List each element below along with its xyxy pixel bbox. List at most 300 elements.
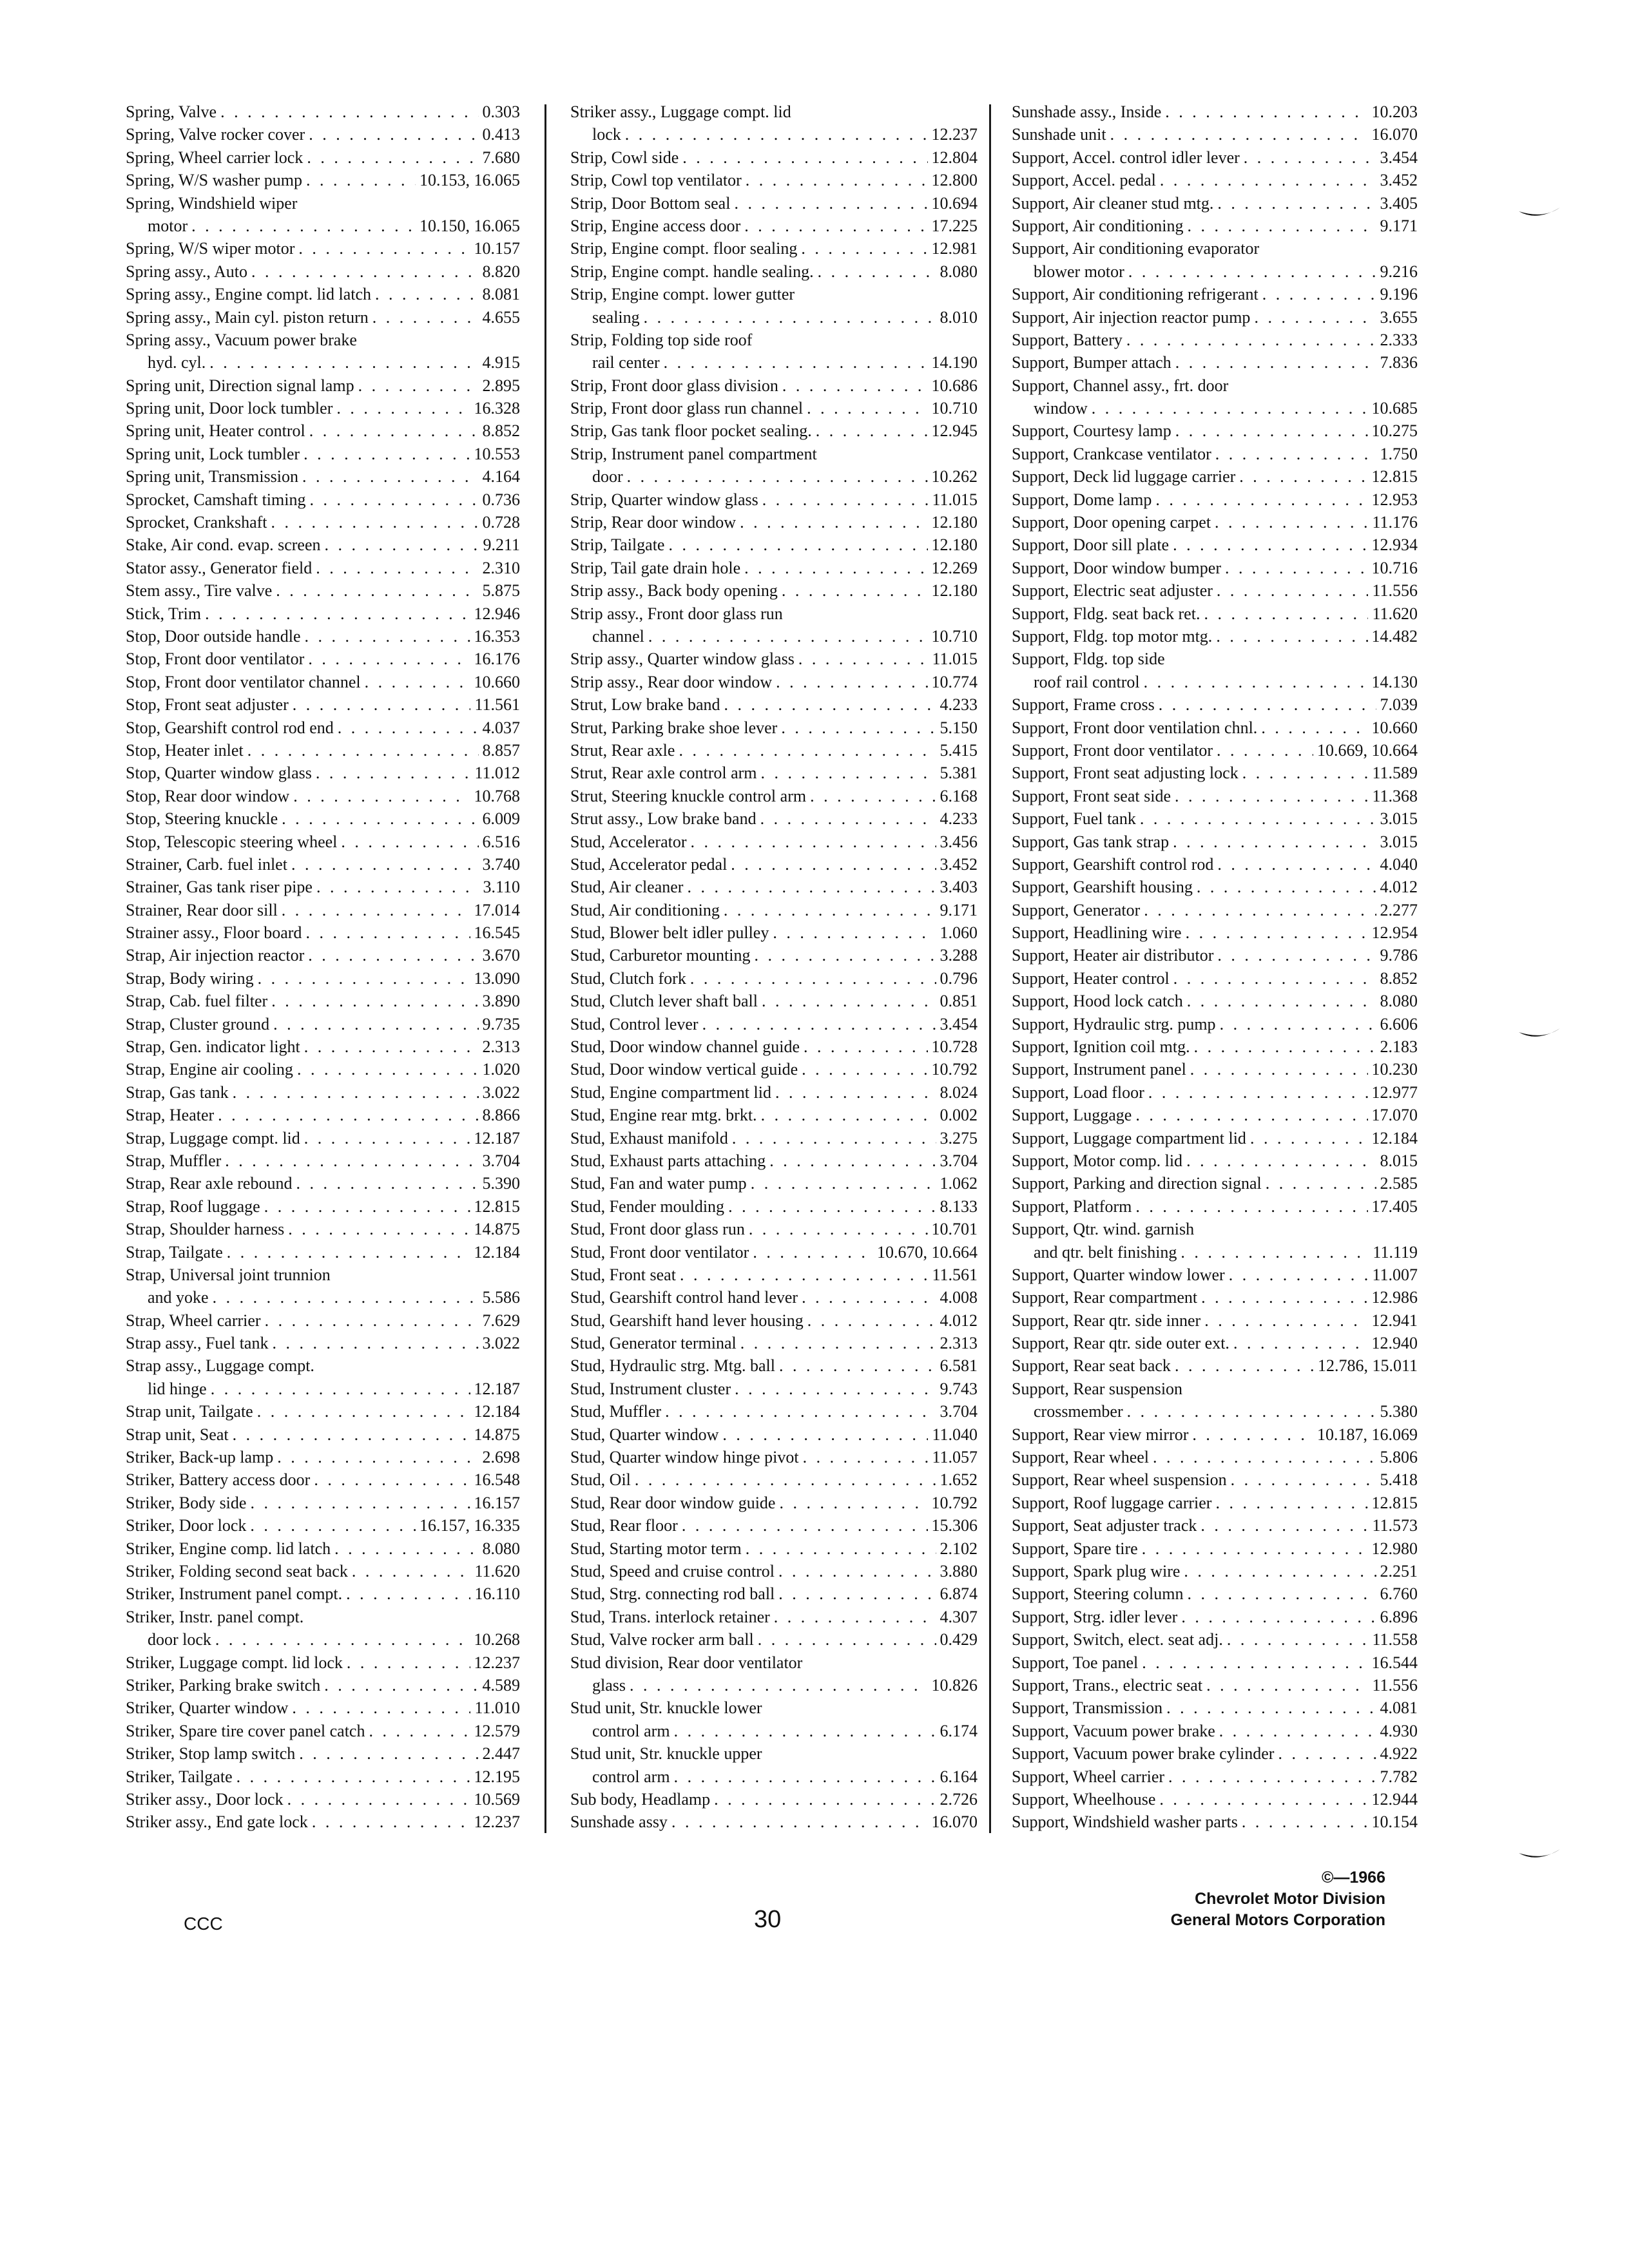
entry-name: Stud, Strg. connecting rod ball	[570, 1584, 775, 1604]
entry-name: Support, Headlining wire	[1012, 923, 1182, 943]
entry-name: control arm	[592, 1767, 670, 1786]
entry-name: Stud, Rear door window guide	[570, 1493, 776, 1512]
entry-page-ref: 5.875	[482, 581, 520, 601]
index-entry	[126, 921, 520, 944]
dot-leader	[1184, 1560, 1376, 1582]
dot-leader	[1261, 716, 1367, 739]
entry-page-ref: 5.390	[482, 1174, 520, 1193]
entry-page-ref: 11.556	[1372, 581, 1418, 601]
entry-page-ref: 2.447	[482, 1744, 520, 1763]
index-entry	[570, 876, 978, 898]
dot-leader	[714, 1788, 936, 1811]
entry-page-ref: 12.579	[474, 1721, 520, 1740]
entry-name: Support, Platform	[1012, 1196, 1132, 1216]
dot-leader	[365, 671, 470, 693]
entry-page-ref: 12.180	[931, 513, 978, 532]
entry-name: Stud, Clutch fork	[570, 968, 686, 988]
dot-leader	[1153, 1446, 1376, 1468]
entry-name: Striker, Engine comp. lid latch	[126, 1539, 331, 1558]
entry-page-ref: 10.203	[1371, 102, 1418, 121]
index-entry-heading: Support, Rear suspension	[1012, 1379, 1183, 1398]
index-entry	[126, 488, 520, 511]
entry-name: Support, Rear qtr. side outer ext.	[1012, 1334, 1229, 1353]
entry-name: Stop, Front door ventilator channel	[126, 672, 361, 691]
dot-leader	[779, 1492, 927, 1514]
entry-name: Spring unit, Door lock tumbler	[126, 399, 333, 418]
entry-page-ref: 16.070	[1371, 125, 1418, 144]
entry-name: Stud, Oil	[570, 1470, 631, 1490]
index-entry	[570, 1811, 978, 1833]
entry-page-ref: 10.670, 10.664	[877, 1242, 978, 1262]
dot-leader	[1140, 807, 1376, 830]
entry-name: Striker, Tailgate	[126, 1767, 233, 1786]
dot-leader	[1175, 1354, 1314, 1377]
index-entry	[126, 671, 520, 693]
index-entry	[1012, 1720, 1418, 1742]
entry-page-ref: 12.180	[931, 581, 978, 601]
entry-name: Strap, Air injection reactor	[126, 946, 305, 965]
dot-leader	[769, 1149, 936, 1172]
index-entry	[1012, 533, 1418, 556]
dot-leader	[298, 237, 470, 260]
index-entry	[126, 1468, 520, 1491]
entry-page-ref: 2.698	[482, 1448, 520, 1467]
entry-page-ref: 3.288	[940, 946, 978, 965]
entry-name: channel	[592, 626, 644, 646]
entry-name: Support, Accel. control idler lever	[1012, 148, 1240, 167]
entry-name: Support, Electric seat adjuster	[1012, 581, 1213, 601]
entry-name: Support, Rear qtr. side inner	[1012, 1311, 1201, 1330]
dot-leader	[305, 625, 470, 648]
copyright-corporation: General Motors Corporation	[1170, 1911, 1385, 1929]
dot-leader	[778, 1560, 936, 1582]
entry-name: Support, Gas tank strap	[1012, 832, 1170, 851]
entry-page-ref: 11.015	[932, 649, 978, 669]
entry-name: Stud, Door window channel guide	[570, 1037, 800, 1057]
entry-page-ref: 5.418	[1380, 1470, 1418, 1490]
dot-leader	[682, 146, 927, 169]
dot-leader	[648, 625, 928, 648]
dot-leader	[1239, 465, 1367, 488]
index-entry	[1012, 1332, 1418, 1354]
dot-leader	[1181, 1606, 1376, 1628]
index-entry	[126, 1309, 520, 1332]
page-number: 30	[754, 1906, 782, 1933]
index-entry	[1012, 260, 1418, 283]
entry-name: Support, Air injection reactor pump	[1012, 307, 1251, 327]
dot-leader	[1204, 602, 1368, 625]
entry-page-ref: 5.415	[940, 740, 978, 760]
dot-leader	[304, 1127, 470, 1149]
dot-leader	[1159, 1788, 1367, 1811]
entry-page-ref: 3.456	[940, 832, 978, 851]
index-entry	[1012, 1582, 1418, 1605]
index-entry	[570, 1537, 978, 1560]
entry-page-ref: 11.561	[932, 1265, 978, 1284]
entry-name: Stud, Accelerator	[570, 832, 687, 851]
entry-page-ref: 10.710	[931, 399, 978, 418]
entry-page-ref: 9.216	[1380, 262, 1418, 281]
index-entry-heading: Support, Air conditioning evaporator	[1012, 239, 1260, 258]
entry-name: Support, Wheelhouse	[1012, 1789, 1156, 1809]
entry-name: Support, Rear seat back	[1012, 1356, 1171, 1376]
entry-name: Strip, Engine access door	[570, 216, 741, 235]
entry-page-ref: 3.670	[482, 946, 520, 965]
entry-page-ref: 10.553	[474, 444, 520, 463]
entry-name: Striker, Body side	[126, 1493, 247, 1512]
entry-page-ref: 12.800	[931, 171, 978, 190]
entry-page-ref: 11.573	[1372, 1516, 1418, 1535]
index-entry	[126, 306, 520, 329]
index-entry	[126, 602, 520, 625]
entry-page-ref: 0.796	[940, 968, 978, 988]
entry-name: Support, Roof luggage carrier	[1012, 1493, 1212, 1512]
dot-leader	[1215, 443, 1376, 465]
entry-name: Strut, Rear axle control arm	[570, 764, 757, 783]
entry-page-ref: 10.826	[931, 1675, 978, 1695]
entry-name: sealing	[592, 307, 640, 327]
index-entry-heading: Stud unit, Str. knuckle upper	[570, 1744, 762, 1763]
entry-name: Support, Frame cross	[1012, 695, 1155, 715]
entry-name: Support, Front door ventilation chnl.	[1012, 718, 1258, 737]
dot-leader	[1186, 1149, 1376, 1172]
index-entry	[1012, 1628, 1418, 1651]
dot-leader	[1254, 306, 1376, 329]
entry-name: Strainer assy., Floor board	[126, 923, 302, 943]
dot-leader	[773, 921, 936, 944]
index-entry-heading: Strip, Folding top side roof	[570, 330, 753, 349]
index-entry	[1012, 1309, 1418, 1332]
index-entry	[126, 1149, 520, 1172]
index-entry	[126, 465, 520, 488]
index-entry	[570, 260, 978, 283]
entry-name: Striker, Stop lamp switch	[126, 1744, 296, 1763]
entry-page-ref: 16.545	[474, 923, 520, 943]
entry-page-ref: 6.516	[482, 832, 520, 851]
entry-name: Support, Front seat adjusting lock	[1012, 764, 1239, 783]
index-entry	[126, 1674, 520, 1696]
entry-name: Strap, Roof luggage	[126, 1196, 260, 1216]
dot-leader	[1175, 351, 1376, 374]
entry-name: blower motor	[1034, 262, 1124, 281]
dot-leader	[292, 1696, 470, 1719]
dot-leader	[1217, 579, 1369, 602]
index-entry	[570, 785, 978, 807]
dot-leader	[746, 1537, 936, 1560]
entry-page-ref: 9.735	[482, 1014, 520, 1033]
entry-page-ref: 12.237	[931, 125, 978, 144]
index-entry	[570, 237, 978, 260]
index-entry	[1012, 1651, 1418, 1674]
entry-name: Strut, Steering knuckle control arm	[570, 786, 807, 805]
entry-name: Stem assy., Tire valve	[126, 581, 273, 601]
dot-leader	[760, 807, 936, 830]
dot-leader	[209, 351, 478, 374]
entry-name: Strip assy., Quarter window glass	[570, 649, 795, 669]
entry-name: Strip, Tailgate	[570, 535, 665, 555]
dot-leader	[233, 1081, 479, 1104]
entry-name: Spring unit, Lock tumbler	[126, 444, 300, 463]
dot-leader	[635, 1468, 936, 1491]
entry-page-ref: 6.874	[940, 1584, 978, 1604]
dot-leader	[282, 807, 478, 830]
index-entry	[126, 1035, 520, 1058]
index-entry	[570, 1081, 978, 1104]
index-entry-heading: Support, Qtr. wind. garnish	[1012, 1220, 1195, 1239]
dot-leader	[264, 1195, 470, 1218]
entry-page-ref: 8.080	[482, 1539, 520, 1558]
entry-page-ref: 3.454	[1380, 148, 1418, 167]
dot-leader	[1142, 1651, 1367, 1674]
entry-page-ref: 14.875	[474, 1220, 520, 1239]
entry-page-ref: 3.880	[940, 1562, 978, 1581]
entry-page-ref: 15.306	[931, 1516, 978, 1535]
entry-page-ref: 10.768	[474, 786, 520, 805]
entry-name: Stud, Front door glass run	[570, 1220, 745, 1239]
entry-page-ref: 10.669, 10.664	[1317, 740, 1418, 760]
dot-leader	[679, 739, 936, 762]
entry-page-ref: 13.090	[474, 968, 520, 988]
entry-name: Strap, Luggage compt. lid	[126, 1128, 300, 1148]
index-entry	[570, 831, 978, 853]
dot-leader	[753, 1241, 873, 1264]
entry-name: Support, Windshield washer parts	[1012, 1812, 1238, 1832]
dot-leader	[211, 1378, 470, 1400]
entry-page-ref: 4.922	[1380, 1744, 1418, 1763]
entry-name: Strip, Cowl top ventilator	[570, 171, 742, 190]
dot-leader	[1128, 260, 1376, 283]
entry-page-ref: 2.313	[940, 1334, 978, 1353]
dot-leader	[309, 488, 478, 511]
entry-page-ref: 1.750	[1380, 444, 1418, 463]
entry-page-ref: 3.015	[1380, 809, 1418, 829]
index-entry	[1012, 1492, 1418, 1514]
index-entry	[1012, 1537, 1418, 1560]
entry-name: Stud, Control lever	[570, 1014, 699, 1033]
entry-page-ref: 16.548	[474, 1470, 520, 1490]
index-entry	[570, 511, 978, 533]
dot-leader	[372, 306, 479, 329]
entry-page-ref: 12.237	[474, 1653, 520, 1672]
index-entry	[570, 1423, 978, 1446]
dot-leader	[1192, 1423, 1313, 1446]
entry-page-ref: 4.037	[482, 718, 520, 737]
entry-name: Strap, Tailgate	[126, 1242, 223, 1262]
entry-name: Support, Crankcase ventilator	[1012, 444, 1211, 463]
entry-name: Strip, Engine compt. handle sealing.	[570, 262, 814, 281]
entry-page-ref: 6.164	[940, 1767, 978, 1786]
entry-page-ref: 14.875	[474, 1425, 520, 1444]
index-entry	[126, 237, 520, 260]
entry-page-ref: 10.660	[474, 672, 520, 691]
entry-name: Striker, Spare tire cover panel catch	[126, 1721, 365, 1740]
index-entry	[570, 807, 978, 830]
dot-leader	[804, 1035, 927, 1058]
entry-name: roof rail control	[1034, 672, 1140, 691]
entry-name: Strip, Cowl side	[570, 148, 679, 167]
entry-name: and qtr. belt finishing	[1034, 1242, 1177, 1262]
dot-leader	[734, 192, 927, 215]
dot-leader	[1126, 329, 1376, 351]
entry-page-ref: 10.710	[931, 626, 978, 646]
entry-name: Strap, Cluster ground	[126, 1014, 270, 1033]
entry-page-ref: 12.944	[1371, 1789, 1418, 1809]
dot-leader	[236, 1765, 470, 1788]
index-entry	[126, 1241, 520, 1264]
entry-name: Spring assy., Main cyl. piston return	[126, 307, 369, 327]
dot-leader	[724, 693, 936, 716]
entry-name: Stud, Quarter window hinge pivot	[570, 1448, 799, 1467]
entry-name: door	[592, 467, 623, 486]
entry-name: Stud, Gearshift hand lever housing	[570, 1311, 804, 1330]
index-entry	[1012, 1788, 1418, 1811]
index-entry	[570, 1354, 978, 1377]
index-entry	[126, 557, 520, 579]
dot-leader	[1197, 876, 1376, 898]
column-divider	[989, 104, 991, 1833]
index-entry	[570, 1446, 978, 1468]
dot-leader	[325, 533, 479, 556]
index-entry	[1012, 1606, 1418, 1628]
entry-name: Stud, Trans. interlock retainer	[570, 1607, 770, 1626]
dot-leader	[271, 990, 478, 1012]
entry-name: Strap, Wheel carrier	[126, 1311, 261, 1330]
dot-leader	[312, 1811, 470, 1833]
index-entry	[570, 1560, 978, 1582]
index-entry	[126, 215, 520, 237]
entry-page-ref: 10.268	[474, 1630, 520, 1649]
entry-name: Spring, Valve rocker cover	[126, 125, 305, 144]
entry-page-ref: 4.655	[482, 307, 520, 327]
entry-name: Strap, Heater	[126, 1106, 215, 1125]
entry-page-ref: 11.057	[932, 1448, 978, 1467]
index-entry	[1012, 1514, 1418, 1537]
entry-name: Support, Fldg. seat back ret.	[1012, 604, 1200, 623]
dot-leader	[1155, 488, 1367, 511]
entry-name: Stud, Engine compartment lid	[570, 1082, 771, 1102]
index-entry	[1012, 1058, 1418, 1081]
dot-leader	[316, 876, 479, 898]
entry-page-ref: 11.007	[1372, 1265, 1418, 1284]
index-entry	[570, 1309, 978, 1332]
dot-leader	[779, 1354, 936, 1377]
dot-leader	[1135, 1104, 1367, 1126]
index-entry	[126, 1081, 520, 1104]
index-entry	[1012, 397, 1418, 419]
index-entry	[126, 1195, 520, 1218]
entry-name: Support, Luggage	[1012, 1106, 1132, 1125]
entry-page-ref: 2.310	[482, 558, 520, 577]
entry-name: Strap, Gen. indicator light	[126, 1037, 300, 1057]
index-entry	[126, 1537, 520, 1560]
index-entry	[126, 648, 520, 670]
index-entry	[126, 831, 520, 853]
dot-leader	[316, 557, 478, 579]
entry-page-ref: 16.157	[474, 1493, 520, 1512]
index-entry	[1012, 1127, 1418, 1149]
dot-leader	[1166, 1696, 1376, 1719]
index-entry	[570, 1674, 978, 1696]
index-entry	[570, 123, 978, 146]
index-entry	[570, 1218, 978, 1240]
entry-name: Support, Hood lock catch	[1012, 992, 1183, 1011]
entry-page-ref: 1.062	[940, 1174, 978, 1193]
entry-page-ref: 9.171	[940, 900, 978, 919]
index-entry	[1012, 831, 1418, 853]
index-entry	[570, 1013, 978, 1035]
entry-page-ref: 11.589	[1372, 764, 1418, 783]
dot-leader	[671, 1811, 928, 1833]
entry-name: Strip, Rear door window	[570, 513, 737, 532]
entry-name: Stop, Front door ventilator	[126, 649, 305, 669]
entry-name: Support, Air conditioning refrigerant	[1012, 285, 1258, 304]
index-entry	[570, 465, 978, 488]
index-entry	[1012, 215, 1418, 237]
entry-name: Support, Load floor	[1012, 1082, 1144, 1102]
index-entry-heading: Striker assy., Luggage compt. lid	[570, 102, 791, 121]
entry-name: Support, Rear view mirror	[1012, 1425, 1189, 1444]
entry-page-ref: 10.792	[931, 1060, 978, 1079]
dot-leader	[803, 1446, 929, 1468]
entry-page-ref: 8.015	[1380, 1151, 1418, 1170]
entry-page-ref: 12.184	[474, 1242, 520, 1262]
entry-name: Strainer, Gas tank riser pipe	[126, 878, 313, 897]
dot-leader	[731, 853, 936, 876]
index-entry	[126, 807, 520, 830]
index-entry	[126, 1400, 520, 1423]
dot-leader	[781, 716, 936, 739]
index-entry	[570, 921, 978, 944]
entry-page-ref: 0.736	[482, 490, 520, 509]
dot-leader	[1092, 397, 1368, 419]
entry-page-ref: 2.183	[1380, 1037, 1418, 1057]
entry-name: Strap unit, Seat	[126, 1425, 229, 1444]
index-entry	[126, 716, 520, 739]
index-entry	[1012, 579, 1418, 602]
entry-name: Striker, Parking brake switch	[126, 1675, 321, 1695]
dot-leader	[218, 1104, 478, 1126]
index-entry	[126, 990, 520, 1012]
entry-name: Spring assy., Engine compt. lid latch	[126, 285, 372, 304]
entry-name: Support, Front door ventilator	[1012, 740, 1213, 760]
index-entry	[570, 1378, 978, 1400]
dot-leader	[818, 260, 936, 283]
entry-page-ref: 11.561	[474, 695, 520, 715]
entry-name: Support, Rear compartment	[1012, 1288, 1198, 1307]
entry-page-ref: 4.930	[1380, 1721, 1418, 1740]
dot-leader	[191, 215, 416, 237]
entry-page-ref: 4.081	[1380, 1698, 1418, 1718]
entry-name: Support, Wheel carrier	[1012, 1767, 1165, 1786]
entry-page-ref: 0.728	[482, 513, 520, 532]
dot-leader	[288, 1218, 470, 1240]
entry-name: Stop, Heater inlet	[126, 740, 244, 760]
index-column-1	[126, 101, 520, 1834]
entry-name: Strainer, Rear door sill	[126, 900, 278, 919]
index-entry	[570, 739, 978, 762]
index-entry-heading: Strap assy., Luggage compt.	[126, 1356, 314, 1376]
entry-page-ref: 14.130	[1371, 672, 1418, 691]
dot-leader	[258, 967, 470, 990]
entry-page-ref: 11.368	[1372, 786, 1418, 805]
index-entry	[1012, 853, 1418, 876]
entry-name: Support, Front seat side	[1012, 786, 1171, 805]
entry-page-ref: 9.171	[1380, 216, 1418, 235]
dot-leader	[302, 465, 478, 488]
index-entry	[126, 1742, 520, 1765]
dot-leader	[227, 1241, 470, 1264]
dot-leader	[1215, 1492, 1367, 1514]
